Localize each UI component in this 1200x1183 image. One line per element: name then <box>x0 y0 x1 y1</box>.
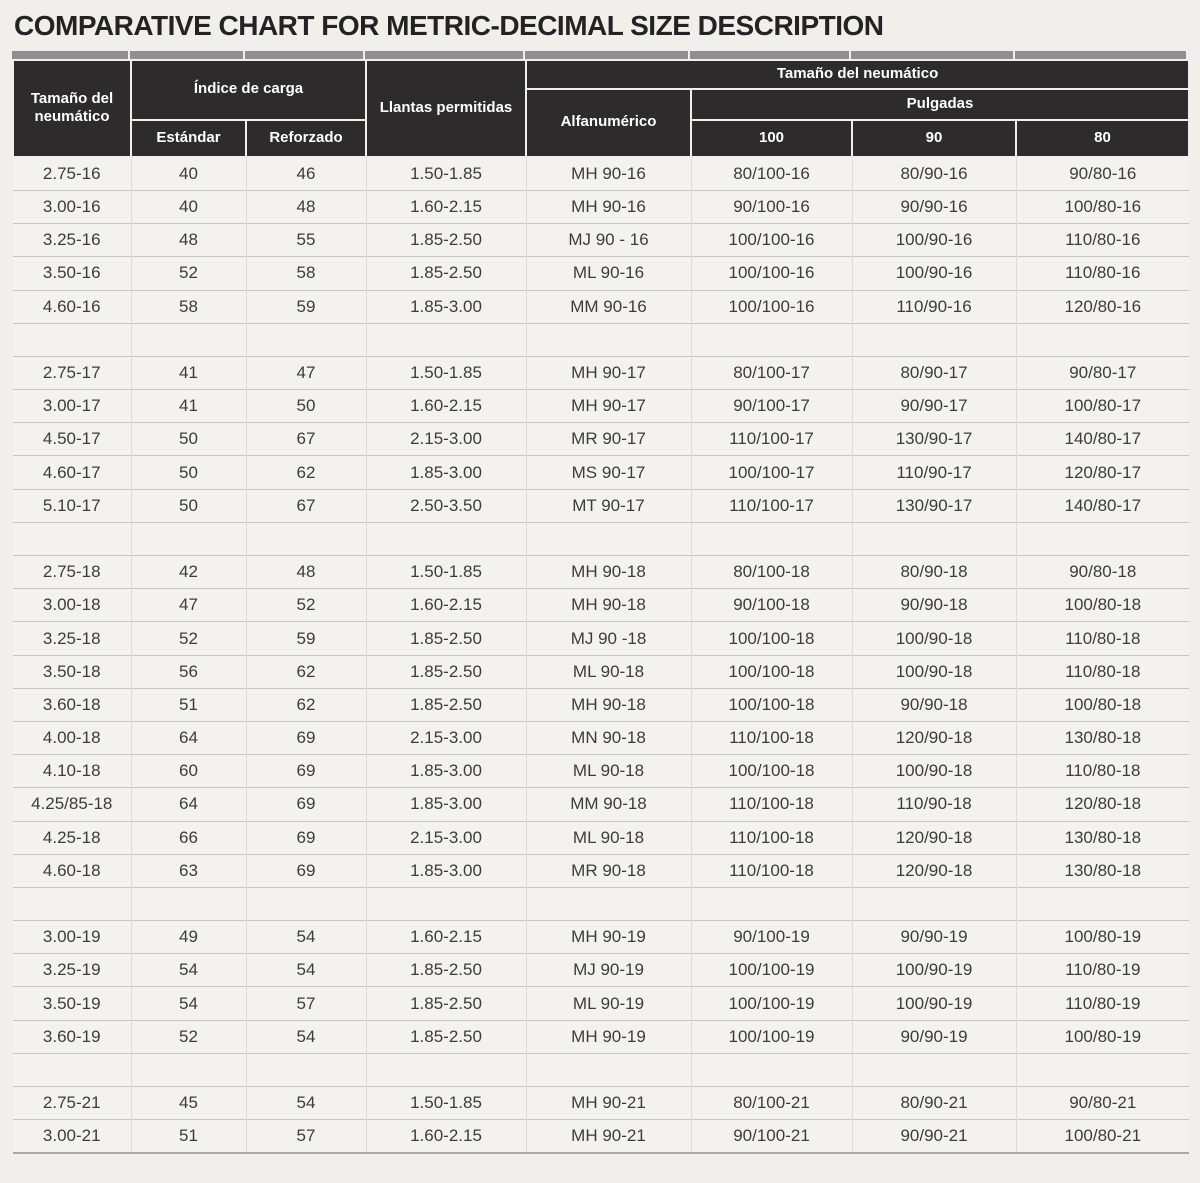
cell: 60 <box>131 755 246 788</box>
cell: 90/100-16 <box>691 190 852 223</box>
cell: 57 <box>246 1120 366 1154</box>
table-row <box>13 688 1189 721</box>
cell: 100/80-19 <box>1016 921 1189 954</box>
cell: 110/80-19 <box>1016 987 1189 1020</box>
empty-cell <box>246 323 366 356</box>
cell: 90/90-17 <box>852 390 1016 423</box>
cell: 5.10-17 <box>13 489 131 522</box>
page-title: COMPARATIVE CHART FOR METRIC-DECIMAL SIZE DESCRIPTION <box>14 10 884 41</box>
spacer-row <box>13 1053 1189 1086</box>
table-row <box>13 390 1189 423</box>
table-row <box>13 190 1189 223</box>
empty-cell <box>131 887 246 920</box>
cell: 110/100-17 <box>691 423 852 456</box>
table-row <box>13 954 1189 987</box>
cell: 69 <box>246 788 366 821</box>
cell: 52 <box>131 1020 246 1053</box>
cell: 120/80-16 <box>1016 290 1189 323</box>
cell: 58 <box>131 290 246 323</box>
table-row <box>13 854 1189 887</box>
cell: 80/90-17 <box>852 356 1016 389</box>
cell: 90/90-19 <box>852 1020 1016 1053</box>
spacer-row <box>13 887 1189 920</box>
cell: 48 <box>246 556 366 589</box>
table-row <box>13 721 1189 754</box>
cell: 100/90-19 <box>852 954 1016 987</box>
cell: 52 <box>246 589 366 622</box>
cell: MH 90-21 <box>526 1087 691 1120</box>
cell: 48 <box>246 190 366 223</box>
cell: 130/80-18 <box>1016 721 1189 754</box>
cell: 57 <box>246 987 366 1020</box>
cell: 56 <box>131 655 246 688</box>
cell: 1.50-1.85 <box>366 356 526 389</box>
cell: 1.60-2.15 <box>366 390 526 423</box>
cell: 100/100-16 <box>691 224 852 257</box>
cell: 140/80-17 <box>1016 489 1189 522</box>
cell: 100/100-19 <box>691 954 852 987</box>
cell: 100/100-19 <box>691 987 852 1020</box>
cell: 130/90-17 <box>852 489 1016 522</box>
cell: 62 <box>246 456 366 489</box>
cell: 54 <box>246 1020 366 1053</box>
cell: 2.75-18 <box>13 556 131 589</box>
cell: 110/100-17 <box>691 489 852 522</box>
cell: 2.15-3.00 <box>366 423 526 456</box>
cell: MH 90-19 <box>526 1020 691 1053</box>
table-row <box>13 788 1189 821</box>
cell: 1.50-1.85 <box>366 157 526 191</box>
empty-cell <box>852 1053 1016 1086</box>
table-row <box>13 257 1189 290</box>
empty-cell <box>526 323 691 356</box>
cell: 90/100-17 <box>691 390 852 423</box>
cell: 120/90-18 <box>852 821 1016 854</box>
cell: 4.60-16 <box>13 290 131 323</box>
cell: 90/100-21 <box>691 1120 852 1154</box>
empty-cell <box>691 1053 852 1086</box>
cell: MR 90-17 <box>526 423 691 456</box>
header-inch-90: 90 <box>852 120 1016 157</box>
cell: 4.10-18 <box>13 755 131 788</box>
cell: 110/90-17 <box>852 456 1016 489</box>
cell: 1.85-2.50 <box>366 622 526 655</box>
cell: 48 <box>131 224 246 257</box>
cell: 1.50-1.85 <box>366 556 526 589</box>
cell: MH 90-16 <box>526 157 691 191</box>
cell: 110/90-18 <box>852 788 1016 821</box>
cell: 3.00-21 <box>13 1120 131 1154</box>
cell: 62 <box>246 688 366 721</box>
strip-segment <box>1015 51 1186 59</box>
cell: 3.60-18 <box>13 688 131 721</box>
cell: 51 <box>131 688 246 721</box>
header-reinforced: Reforzado <box>246 120 366 157</box>
cell: 1.85-2.50 <box>366 987 526 1020</box>
cell: MJ 90 -18 <box>526 622 691 655</box>
table-body <box>13 157 1189 1154</box>
header-tire-size-left: Tamaño del neumático <box>13 60 131 157</box>
cell: MN 90-18 <box>526 721 691 754</box>
cell: 110/80-16 <box>1016 257 1189 290</box>
cell: 100/90-18 <box>852 622 1016 655</box>
cell: MH 90-19 <box>526 921 691 954</box>
cell: 2.15-3.00 <box>366 821 526 854</box>
table-row <box>13 622 1189 655</box>
cell: 110/80-16 <box>1016 224 1189 257</box>
spacer-row <box>13 522 1189 555</box>
comparison-table <box>12 59 1190 1155</box>
cell: 52 <box>131 622 246 655</box>
cell: 100/80-18 <box>1016 589 1189 622</box>
cell: 4.60-17 <box>13 456 131 489</box>
cell: 80/100-16 <box>691 157 852 191</box>
cell: MS 90-17 <box>526 456 691 489</box>
cell: 54 <box>131 987 246 1020</box>
cell: 100/90-16 <box>852 257 1016 290</box>
cell: 90/80-17 <box>1016 356 1189 389</box>
cell: 90/100-19 <box>691 921 852 954</box>
cell: 4.00-18 <box>13 721 131 754</box>
cell: 90/90-18 <box>852 589 1016 622</box>
header-rims-allowed: Llantas permitidas <box>366 60 526 157</box>
cell: 67 <box>246 489 366 522</box>
cell: ML 90-16 <box>526 257 691 290</box>
cell: 100/80-21 <box>1016 1120 1189 1154</box>
cell: 59 <box>246 290 366 323</box>
table-row <box>13 356 1189 389</box>
empty-cell <box>366 323 526 356</box>
cell: 80/100-17 <box>691 356 852 389</box>
cell: 52 <box>131 257 246 290</box>
cell: 62 <box>246 655 366 688</box>
cell: ML 90-19 <box>526 987 691 1020</box>
cell: 50 <box>131 456 246 489</box>
cell: MJ 90 - 16 <box>526 224 691 257</box>
empty-cell <box>246 522 366 555</box>
cell: 54 <box>246 921 366 954</box>
cell: 140/80-17 <box>1016 423 1189 456</box>
table-row <box>13 290 1189 323</box>
cell: MH 90-21 <box>526 1120 691 1154</box>
empty-cell <box>852 522 1016 555</box>
cell: 1.85-2.50 <box>366 655 526 688</box>
empty-cell <box>691 522 852 555</box>
cell: 64 <box>131 721 246 754</box>
cell: 110/80-18 <box>1016 755 1189 788</box>
cell: 45 <box>131 1087 246 1120</box>
cell: 110/100-18 <box>691 788 852 821</box>
empty-cell <box>526 1053 691 1086</box>
cell: 100/80-19 <box>1016 1020 1189 1053</box>
empty-cell <box>131 323 246 356</box>
header-inch-100: 100 <box>691 120 852 157</box>
cell: 1.85-3.00 <box>366 290 526 323</box>
empty-cell <box>366 522 526 555</box>
cell: 80/100-21 <box>691 1087 852 1120</box>
cell: 120/90-18 <box>852 854 1016 887</box>
cell: 110/80-18 <box>1016 622 1189 655</box>
strip-segment <box>245 51 363 59</box>
cell: 50 <box>246 390 366 423</box>
cell: 100/100-18 <box>691 655 852 688</box>
cell: 67 <box>246 423 366 456</box>
table-header <box>13 60 1189 157</box>
cell: 69 <box>246 755 366 788</box>
cell: 1.85-3.00 <box>366 788 526 821</box>
header-top-strip <box>12 51 1188 59</box>
cell: ML 90-18 <box>526 755 691 788</box>
cell: 46 <box>246 157 366 191</box>
table-row <box>13 456 1189 489</box>
cell: 90/90-16 <box>852 190 1016 223</box>
cell: 110/90-16 <box>852 290 1016 323</box>
empty-cell <box>246 887 366 920</box>
strip-segment <box>130 51 243 59</box>
cell: 120/90-18 <box>852 721 1016 754</box>
cell: 100/80-18 <box>1016 688 1189 721</box>
cell: MH 90-17 <box>526 390 691 423</box>
cell: 100/100-16 <box>691 257 852 290</box>
cell: 100/90-16 <box>852 224 1016 257</box>
cell: 1.85-2.50 <box>366 1020 526 1053</box>
table-row <box>13 589 1189 622</box>
cell: 90/90-18 <box>852 688 1016 721</box>
table-row <box>13 655 1189 688</box>
cell: 100/100-19 <box>691 1020 852 1053</box>
cell: 3.00-16 <box>13 190 131 223</box>
cell: 90/80-16 <box>1016 157 1189 191</box>
cell: 54 <box>131 954 246 987</box>
cell: 2.75-16 <box>13 157 131 191</box>
empty-cell <box>691 887 852 920</box>
empty-cell <box>13 323 131 356</box>
cell: 110/80-18 <box>1016 655 1189 688</box>
cell: 59 <box>246 622 366 655</box>
cell: 1.85-3.00 <box>366 456 526 489</box>
cell: 80/100-18 <box>691 556 852 589</box>
table-row <box>13 987 1189 1020</box>
cell: 40 <box>131 190 246 223</box>
cell: 1.85-3.00 <box>366 755 526 788</box>
cell: 69 <box>246 721 366 754</box>
cell: 110/80-19 <box>1016 954 1189 987</box>
table-row <box>13 755 1189 788</box>
cell: 41 <box>131 356 246 389</box>
cell: 69 <box>246 821 366 854</box>
cell: 90/80-21 <box>1016 1087 1189 1120</box>
cell: 47 <box>246 356 366 389</box>
cell: ML 90-18 <box>526 655 691 688</box>
cell: 120/80-18 <box>1016 788 1189 821</box>
empty-cell <box>131 1053 246 1086</box>
strip-segment <box>525 51 688 59</box>
empty-cell <box>526 887 691 920</box>
cell: 100/100-16 <box>691 290 852 323</box>
cell: 3.25-16 <box>13 224 131 257</box>
cell: 80/90-21 <box>852 1087 1016 1120</box>
cell: ML 90-18 <box>526 821 691 854</box>
cell: 100/80-16 <box>1016 190 1189 223</box>
cell: 80/90-18 <box>852 556 1016 589</box>
empty-cell <box>366 1053 526 1086</box>
header-standard: Estándar <box>131 120 246 157</box>
cell: 90/90-19 <box>852 921 1016 954</box>
cell: 100/80-17 <box>1016 390 1189 423</box>
cell: 130/80-18 <box>1016 821 1189 854</box>
cell: 55 <box>246 224 366 257</box>
cell: 58 <box>246 257 366 290</box>
cell: MH 90-18 <box>526 589 691 622</box>
table-row <box>13 1020 1189 1053</box>
cell: 4.50-17 <box>13 423 131 456</box>
table-row <box>13 821 1189 854</box>
cell: 54 <box>246 954 366 987</box>
cell: 3.50-16 <box>13 257 131 290</box>
cell: 1.85-2.50 <box>366 688 526 721</box>
cell: MR 90-18 <box>526 854 691 887</box>
header-inch-80: 80 <box>1016 120 1189 157</box>
header-alphanumeric: Alfanumérico <box>526 89 691 157</box>
empty-cell <box>366 887 526 920</box>
strip-segment <box>690 51 849 59</box>
empty-cell <box>1016 323 1189 356</box>
cell: 3.00-19 <box>13 921 131 954</box>
cell: 3.25-19 <box>13 954 131 987</box>
cell: 4.60-18 <box>13 854 131 887</box>
cell: 1.60-2.15 <box>366 190 526 223</box>
spacer-row <box>13 323 1189 356</box>
cell: MT 90-17 <box>526 489 691 522</box>
cell: 90/90-21 <box>852 1120 1016 1154</box>
cell: 63 <box>131 854 246 887</box>
empty-cell <box>1016 522 1189 555</box>
cell: 3.00-18 <box>13 589 131 622</box>
cell: 42 <box>131 556 246 589</box>
cell: 100/100-17 <box>691 456 852 489</box>
cell: 66 <box>131 821 246 854</box>
cell: MM 90-16 <box>526 290 691 323</box>
cell: MH 90-16 <box>526 190 691 223</box>
cell: 50 <box>131 489 246 522</box>
cell: 1.60-2.15 <box>366 921 526 954</box>
cell: 1.85-3.00 <box>366 854 526 887</box>
cell: 3.60-19 <box>13 1020 131 1053</box>
cell: 100/100-18 <box>691 688 852 721</box>
cell: 4.25-18 <box>13 821 131 854</box>
table-row <box>13 1120 1189 1154</box>
cell: 120/80-17 <box>1016 456 1189 489</box>
cell: 2.15-3.00 <box>366 721 526 754</box>
header-load-index: Índice de carga <box>131 60 366 120</box>
strip-segment <box>365 51 523 59</box>
cell: MH 90-18 <box>526 688 691 721</box>
cell: 90/80-18 <box>1016 556 1189 589</box>
cell: 47 <box>131 589 246 622</box>
cell: 4.25/85-18 <box>13 788 131 821</box>
table-row <box>13 489 1189 522</box>
cell: MJ 90-19 <box>526 954 691 987</box>
cell: 2.75-21 <box>13 1087 131 1120</box>
strip-segment <box>12 51 128 59</box>
empty-cell <box>852 323 1016 356</box>
cell: 100/90-18 <box>852 655 1016 688</box>
strip-segment <box>851 51 1013 59</box>
cell: 41 <box>131 390 246 423</box>
cell: 3.50-18 <box>13 655 131 688</box>
empty-cell <box>691 323 852 356</box>
table-row <box>13 556 1189 589</box>
cell: 69 <box>246 854 366 887</box>
cell: MH 90-18 <box>526 556 691 589</box>
cell: 110/100-18 <box>691 821 852 854</box>
cell: 100/100-18 <box>691 755 852 788</box>
cell: 1.60-2.15 <box>366 589 526 622</box>
empty-cell <box>13 887 131 920</box>
header-tire-size-right: Tamaño del neumático <box>526 60 1189 89</box>
cell: 110/100-18 <box>691 721 852 754</box>
cell: 54 <box>246 1087 366 1120</box>
cell: 130/90-17 <box>852 423 1016 456</box>
cell: MM 90-18 <box>526 788 691 821</box>
cell: 3.00-17 <box>13 390 131 423</box>
cell: 1.60-2.15 <box>366 1120 526 1154</box>
cell: 110/100-18 <box>691 854 852 887</box>
cell: 40 <box>131 157 246 191</box>
empty-cell <box>1016 887 1189 920</box>
empty-cell <box>1016 1053 1189 1086</box>
header-inches: Pulgadas <box>691 89 1189 120</box>
cell: 3.50-19 <box>13 987 131 1020</box>
cell: 1.85-2.50 <box>366 224 526 257</box>
cell: 100/90-19 <box>852 987 1016 1020</box>
cell: 100/90-18 <box>852 755 1016 788</box>
empty-cell <box>131 522 246 555</box>
cell: 100/100-18 <box>691 622 852 655</box>
cell: 1.85-2.50 <box>366 257 526 290</box>
table-row <box>13 921 1189 954</box>
table-row <box>13 224 1189 257</box>
cell: 50 <box>131 423 246 456</box>
empty-cell <box>852 887 1016 920</box>
empty-cell <box>526 522 691 555</box>
cell: 51 <box>131 1120 246 1154</box>
cell: 2.50-3.50 <box>366 489 526 522</box>
table-row <box>13 423 1189 456</box>
table-row <box>13 157 1189 191</box>
empty-cell <box>246 1053 366 1086</box>
empty-cell <box>13 522 131 555</box>
cell: 1.50-1.85 <box>366 1087 526 1120</box>
cell: 130/80-18 <box>1016 854 1189 887</box>
cell: 49 <box>131 921 246 954</box>
cell: 64 <box>131 788 246 821</box>
cell: MH 90-17 <box>526 356 691 389</box>
cell: 3.25-18 <box>13 622 131 655</box>
cell: 1.85-2.50 <box>366 954 526 987</box>
empty-cell <box>13 1053 131 1086</box>
table-row <box>13 1087 1189 1120</box>
cell: 2.75-17 <box>13 356 131 389</box>
cell: 80/90-16 <box>852 157 1016 191</box>
cell: 90/100-18 <box>691 589 852 622</box>
